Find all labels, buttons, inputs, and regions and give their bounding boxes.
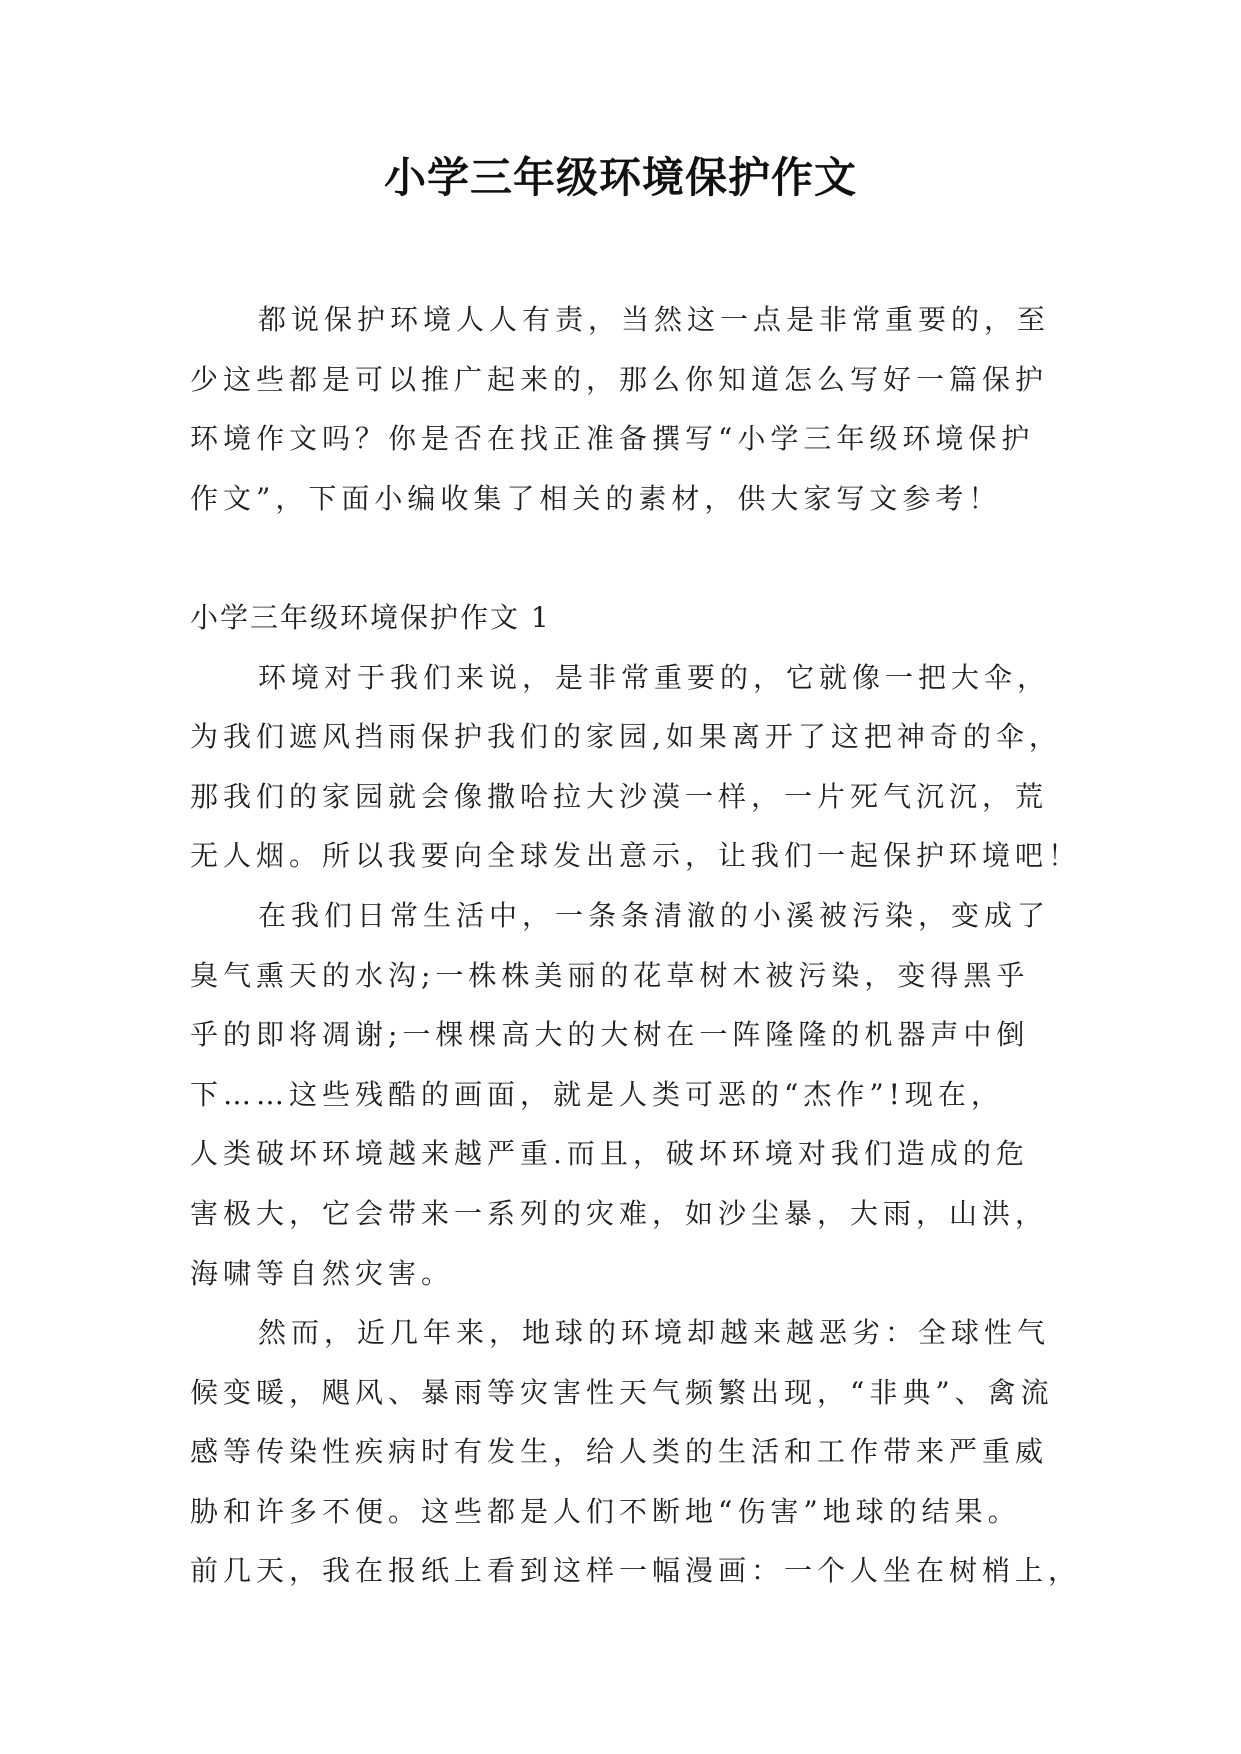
- paragraph-line: 然而，近几年来，地球的环境却越来越恶劣：全球性气: [258, 1316, 1051, 1350]
- paragraph-line: 人类破坏环境越来越严重.而且，破坏环境对我们造成的危: [190, 1137, 1029, 1171]
- paragraph-2: [190, 886, 1060, 1303]
- paragraph-line: 候变暖，飓风、暴雨等灾害性天气频繁出现，“非典”、禽流: [190, 1375, 1054, 1409]
- intro-paragraph: [190, 290, 1060, 528]
- paragraph-3: [190, 1303, 1082, 1601]
- paragraph-line: 无人烟。所以我要向全球发出意示，让我们一起保护环境吧！: [190, 839, 1082, 873]
- paragraph-1: [190, 648, 1082, 886]
- paragraph-line: 那我们的家园就会像撒哈拉大沙漠一样，一片死气沉沉，荒: [190, 779, 1049, 813]
- paragraph-line: 下……这些残酷的画面，就是人类可恶的“杰作”!现在，: [190, 1077, 1004, 1111]
- paragraph-line: 海啸等自然灾害。: [190, 1256, 455, 1290]
- intro-line: 环境作文吗？你是否在找正准备撰写“小学三年级环境保护: [190, 422, 1035, 456]
- document-body: [190, 290, 1082, 1601]
- paragraph-line: 在我们日常生活中，一条条清澈的小溪被污染，变成了: [258, 898, 1051, 932]
- paragraph-line: 害极大，它会带来一系列的灾难，如沙尘暴，大雨，山洪，: [190, 1196, 1049, 1230]
- intro-line: 少这些都是可以推广起来的，那么你知道怎么写好一篇保护: [190, 362, 1049, 396]
- paragraph-line: 胁和许多不便。这些都是人们不断地“伤害”地球的结果。: [190, 1494, 1021, 1528]
- paragraph-line: 前几天，我在报纸上看到这样一幅漫画：一个人坐在树梢上，: [190, 1554, 1082, 1588]
- document-title: 小学三年级环境保护作文: [383, 153, 857, 202]
- paragraph-line: 为我们遮风挡雨保护我们的家园,如果离开了这把神奇的伞，: [190, 720, 1062, 754]
- paragraph-line: 环境对于我们来说，是非常重要的，它就像一把大伞，: [258, 660, 1051, 694]
- section-heading: 小学三年级环境保护作文 1: [190, 600, 551, 634]
- paragraph-line: 感等传染性疾病时有发生，给人类的生活和工作带来严重威: [190, 1435, 1049, 1469]
- paragraph-line: 乎的即将凋谢;一棵棵高大的大树在一阵隆隆的机器声中倒: [190, 1018, 1030, 1052]
- intro-line: 都说保护环境人人有责，当然这一点是非常重要的，至: [258, 303, 1051, 336]
- paragraph-spacer: [190, 528, 1060, 588]
- paragraph-line: 臭气熏天的水沟;一株株美丽的花草树木被污染，变得黑乎: [190, 958, 1030, 992]
- intro-line: 作文”，下面小编收集了相关的素材，供大家写文参考！: [190, 481, 1002, 515]
